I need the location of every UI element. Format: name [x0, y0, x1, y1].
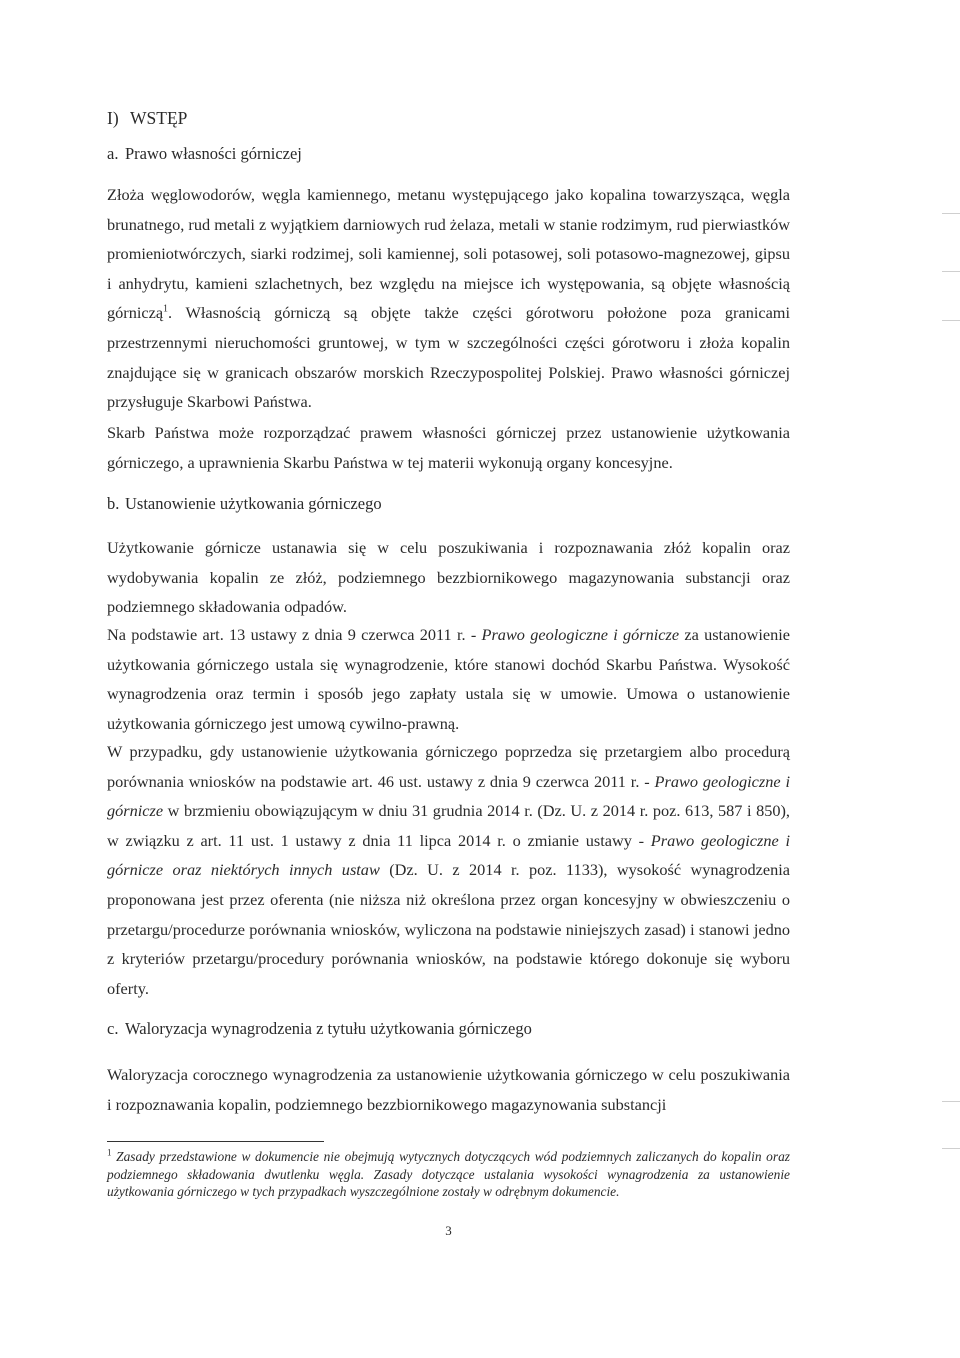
- paragraph-text: Na podstawie art. 13 ustawy z dnia 9 czerwca 2011 r. -: [107, 625, 482, 644]
- section-title: WSTĘP: [130, 108, 188, 128]
- subsection-heading-b: [107, 492, 790, 516]
- subsection-heading-c: [107, 1017, 790, 1041]
- paragraph-text: (Dz. U. z 2014 r. poz. 1133), wysokość wynagrodzenia proponowana jest przez oferenta (nie niższa niż określona przez organ koncesyjny w obwieszczeniu o przetargu/procedurze porównania wniosków, wyliczona na podstawie niniejszych zasad) i stanowi jedno z kryteriów przetargu/procedury porównania wniosków, na podstawie którego dokonuje się wyboru oferty.: [107, 860, 790, 998]
- footnote-marker: 1: [107, 1147, 112, 1158]
- scan-edge-mark: [942, 213, 960, 214]
- act-title: Prawo geologiczne i górnicze oraz niektórych innych ustaw: [107, 830, 790, 880]
- footnote-text: Zasady przedstawione w dokumencie nie obejmują wytycznych dotyczących wód podziemnych zaliczanych do kopalin oraz podziemnego składowania dwutlenku węgla. Zasady dotyczące ustalania wysokości wynagrodzenia za ustanowienie użytkowania górniczego w tych przypadkach wyszczególnione zostały w odrębnym dokumencie.: [107, 1149, 790, 1199]
- subsection-marker: a.: [107, 144, 119, 163]
- paragraph: [107, 418, 790, 477]
- paragraph-text: za ustanowienie użytkowania górniczego ustala się wynagrodzenie, które stanowi dochód Skarbu Państwa. Wysokość wynagrodzenia oraz termin i sposób jego zapłaty ustala się w umowie. Umowa o ustanowienie użytkowania górniczego jest umową cywilno-prawną.: [107, 625, 790, 733]
- scan-edge-mark: [942, 1101, 960, 1102]
- subsection-marker: b.: [107, 494, 120, 513]
- paragraph: [107, 620, 790, 738]
- page-number: 3: [445, 1223, 452, 1238]
- scan-edge-mark: [942, 271, 960, 272]
- act-title: Prawo geologiczne i górnicze: [481, 625, 680, 644]
- subsection-marker: c.: [107, 1019, 119, 1038]
- paragraph-text: Skarb Państwa może rozporządzać prawem własności górniczej przez ustanowienie użytkowania górniczego, a uprawnienia Skarbu Państwa w tej materii wykonują organy koncesyjne.: [107, 423, 790, 472]
- paragraph-text: Złoża węglowodorów, węgla kamiennego, metanu występującego jako kopalina towarzysząca, węgla brunatnego, rud metali z wyjątkiem darniowych rud żelaza, metali w stanie rodzimym, rud pierwiastków promieniotwórczych, siarki rodzimej, soli kamiennej, soli potasowej, soli potasowo-magnezowej, gipsu i anhydrytu, kamieni szlachetnych, bez względu na miejsce ich występowania, są objęte własnością górniczą: [107, 185, 790, 323]
- paragraph-text: Użytkowanie górnicze ustanawia się w celu poszukiwania i rozpoznawania złóż kopalin oraz wydobywania kopalin ze złóż, podziemnego bezzbiornikowego magazynowania substancji oraz podziemnego składowania odpadów.: [107, 538, 790, 617]
- footnote: [107, 1148, 790, 1201]
- subsection-title: Ustanowienie użytkowania górniczego: [125, 494, 382, 513]
- paragraph: [107, 737, 790, 1003]
- section-marker: I): [107, 108, 119, 128]
- paragraph: [107, 533, 790, 622]
- paragraph: [107, 180, 790, 417]
- paragraph-text: Waloryzacja corocznego wynagrodzenia za ustanowienie użytkowania górniczego w celu poszukiwania i rozpoznawania kopalin, podziemnego bezzbiornikowego magazynowania substancji: [107, 1065, 790, 1114]
- paragraph-text: W przypadku, gdy ustanowienie użytkowania górniczego poprzedza się przetargiem albo procedurą porównania wniosków na podstawie art. 46 ust. ustawy z dnia 9 czerwca 2011 r. -: [107, 742, 790, 791]
- act-title: Prawo geologiczne i górnicze: [107, 771, 790, 821]
- paragraph-text: w brzmieniu obowiązującym w dniu 31 grudnia 2014 r. (Dz. U. z 2014 r. poz. 613, 587 i 850), w związku z art. 11 ust. 1 ustawy z dnia 11 lipca 2014 r. o zmianie ustawy -: [107, 801, 790, 850]
- footnote-separator: [107, 1141, 324, 1142]
- footnote-reference: 1: [163, 303, 169, 315]
- scan-edge-mark: [942, 320, 960, 321]
- subsection-title: Waloryzacja wynagrodzenia z tytułu użytkowania górniczego: [125, 1019, 532, 1038]
- section-heading: [107, 106, 790, 130]
- subsection-title: Prawo własności górniczej: [125, 144, 302, 163]
- subsection-heading-a: [107, 142, 790, 166]
- paragraph: [107, 1060, 790, 1120]
- paragraph-text: . Własnością górniczą są objęte także części górotworu położone poza granicami przestrzennymi nieruchomości gruntowej, w tym w szczególności części górotworu i złoża kopalin znajdujące się w granicach obszarów morskich Rzeczypospolitej Polskiej. Prawo własności górniczej przysługuje Skarbowi Państwa.: [107, 303, 790, 412]
- scan-edge-mark: [942, 1148, 960, 1149]
